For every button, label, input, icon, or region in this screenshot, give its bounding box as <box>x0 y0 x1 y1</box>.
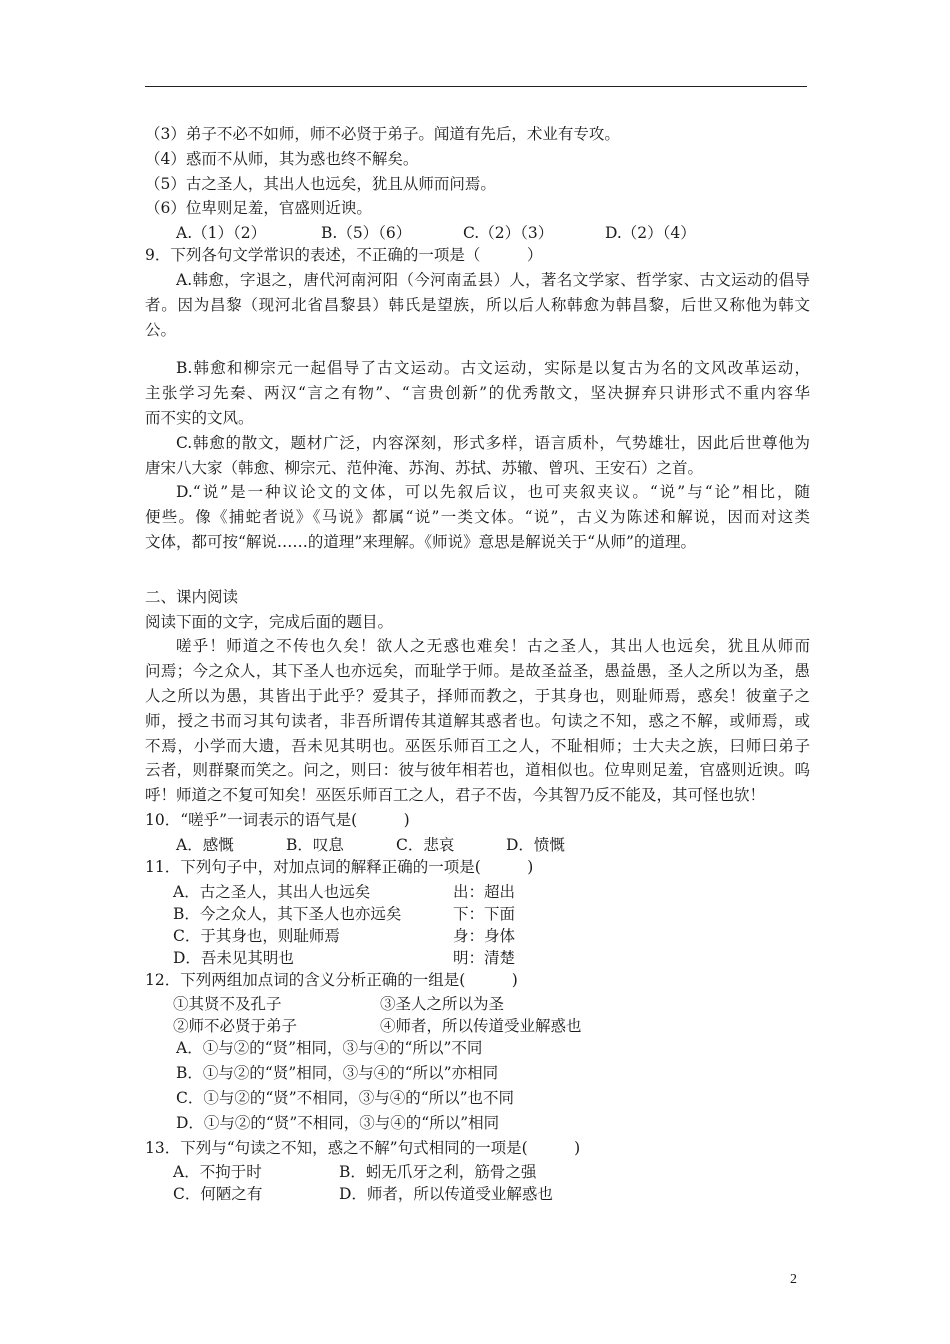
q8-options <box>145 221 810 243</box>
q12-option-d: D．①与②的“贤”不相同，③与④的“所以”相同 <box>176 1113 500 1132</box>
q8-option-a: A.（1）（2） <box>176 224 267 243</box>
q11-sentence: B．今之众人，其下圣人也亦远矣 <box>173 904 402 923</box>
q9-option-c-line: C.韩愈的散文，题材广泛，内容深刻，形式多样，语言质朴，气势雄壮，因此后世尊他为 <box>176 433 810 452</box>
q9-option-b-line: 而不实的文风。 <box>145 408 254 427</box>
q11-row <box>145 880 810 902</box>
q13-stem: 13．下列与“句读之不知，惑之不解”句式相同的一项是( ) <box>145 1138 581 1157</box>
q10-options <box>145 833 810 855</box>
q13-options-row <box>145 1182 810 1204</box>
passage-line: 云者，则群聚而笑之。问之，则曰：彼与彼年相若也，道相似也。位卑则足羞，官盛则近谀。呜 <box>145 761 810 780</box>
reading-instruction: 阅读下面的文字，完成后面的题目。 <box>145 612 394 631</box>
q8-item-4: （4）惑而不从师，其为惑也终不解矣。 <box>145 149 419 168</box>
q13-option-d: D．师者，所以传道受业解惑也 <box>339 1185 553 1204</box>
q9-option-a-line: A.韩愈，字退之，唐代河南河阳（今河南孟县）人，著名文学家、哲学家、古文运动的倡导 <box>176 270 810 289</box>
q8-option-b: B.（5）（6） <box>321 224 412 243</box>
q11-gloss: 明：清楚 <box>453 948 516 967</box>
q10-option-c: C．悲哀 <box>396 835 455 854</box>
page-number: 2 <box>790 1272 797 1287</box>
header-rule <box>145 86 807 87</box>
q8-item-6: （6）位卑则足羞，官盛则近谀。 <box>145 199 372 218</box>
q12-option-a: A．①与②的“贤”相同，③与④的“所以”不同 <box>176 1039 483 1058</box>
q10-option-d: D．愤慨 <box>506 835 565 854</box>
page-content <box>145 122 810 1204</box>
q9-option-b-line: B.韩愈和柳宗元一起倡导了古文运动。古文运动，实际是以复古为名的文风改革运动， <box>176 359 810 378</box>
q12-pair-right: ③圣人之所以为圣 <box>380 995 505 1014</box>
q10-stem: 10．“嗟乎”一词表示的语气是( ) <box>145 810 410 829</box>
q8-item-3: （3）弟子不必不如师，师不必贤于弟子。闻道有先后，术业有专攻。 <box>145 125 620 143</box>
passage-line: 不焉，小学而大遗，吾未见其明也。巫医乐师百工之人，不耻相师；士大夫之族，曰师曰弟子 <box>145 736 810 755</box>
q12-pair-left: ②师不必贤于弟子 <box>173 1017 298 1036</box>
q9-option-a-line: 公。 <box>145 320 177 339</box>
q9-option-a-line: 者。因为昌黎（现河北省昌黎县）韩氏是望族，所以后人称韩愈为韩昌黎，后世又称他为韩文 <box>145 295 810 314</box>
q11-gloss: 出：超出 <box>453 882 516 901</box>
q12-pair-left: ①其贤不及孔子 <box>173 995 282 1014</box>
passage-line: 人之所以为愚，其皆出于此乎？爱其子，择师而教之，于其身也，则耻师焉，惑矣！彼童子之 <box>145 686 810 705</box>
q8-option-c: C.（2）（3） <box>463 224 554 243</box>
q11-row <box>145 946 810 968</box>
q12-pair <box>145 1014 810 1036</box>
q9-option-d-line: 便些。像《捕蛇者说》《马说》都属“说”一类文体。“说”，古义为陈述和解说，因而对这类 <box>145 508 810 527</box>
passage-line: 师，授之书而习其句读者，非吾所谓传其道解其惑者也。句读之不知，惑之不解，或师焉，或 <box>145 711 810 730</box>
passage-line: 嗟乎！师道之不传也久矣！欲人之无惑也难矣！古之圣人，其出人也远矣，犹且从师而 <box>176 637 810 656</box>
q9-option-d-line: D.“说”是一种议论文的文体，可以先叙后议，也可夹叙夹议。“说”与“论”相比，随 <box>176 483 810 502</box>
q9-option-d-line: 文体，都可按“解说……的道理”来理解。《师说》意思是解说关于“从师”的道理。 <box>145 532 696 551</box>
passage-line: 问焉；今之众人，其下圣人也亦远矣，而耻学于师。是故圣益圣，愚益愚，圣人之所以为圣，愚 <box>145 662 810 681</box>
q11-row <box>145 924 810 946</box>
q11-stem: 11．下列句子中，对加点词的解释正确的一项是( ) <box>145 857 534 876</box>
q10-option-a: A．感慨 <box>176 835 234 854</box>
q11-row <box>145 902 810 924</box>
q12-pair <box>145 992 810 1014</box>
q12-option-c: C．①与②的“贤”不相同，③与④的“所以”也不同 <box>176 1088 515 1107</box>
q11-sentence: A．古之圣人，其出人也远矣 <box>173 882 371 901</box>
q12-stem: 12．下列两组加点词的含义分析正确的一组是( ) <box>145 970 518 989</box>
q11-sentence: C．于其身也，则耻师焉 <box>173 926 340 945</box>
q8-option-d: D.（2）（4） <box>605 224 696 243</box>
passage-line: 呼！师道之不复可知矣！巫医乐师百工之人，君子不齿，今其智乃反不能及，其可怪也欤！ <box>145 786 766 805</box>
q9-option-c-line: 唐宋八大家（韩愈、柳宗元、范仲淹、苏洵、苏拭、苏辙、曾巩、王安石）之首。 <box>145 458 704 477</box>
q9-option-b-line: 主张学习先秦、两汉“言之有物”、“言贵创新”的优秀散文，坚决摒弃只讲形式不重内容华 <box>145 384 810 403</box>
q13-option-c: C．何陋之有 <box>173 1185 263 1204</box>
q9-stem: 9．下列各句文学常识的表述，不正确的一项是（ ） <box>145 246 543 265</box>
q12-pair-right: ④师者，所以传道受业解惑也 <box>380 1017 582 1036</box>
q10-option-b: B．叹息 <box>286 835 344 854</box>
q11-sentence: D．吾未见其明也 <box>173 948 294 967</box>
q11-gloss: 下：下面 <box>453 904 516 923</box>
q8-item-5: （5）古之圣人，其出人也远矣，犹且从师而问焉。 <box>145 174 496 193</box>
q11-gloss: 身：身体 <box>453 926 516 945</box>
section-heading: 二、课内阅读 <box>145 587 239 606</box>
q13-option-a: A．不拘于时 <box>173 1163 262 1182</box>
q13-options-row <box>145 1160 810 1182</box>
q13-option-b: B．蚓无爪牙之利，筋骨之强 <box>339 1163 537 1182</box>
q12-option-b: B．①与②的“贤”相同，③与④的“所以”亦相同 <box>176 1064 499 1083</box>
